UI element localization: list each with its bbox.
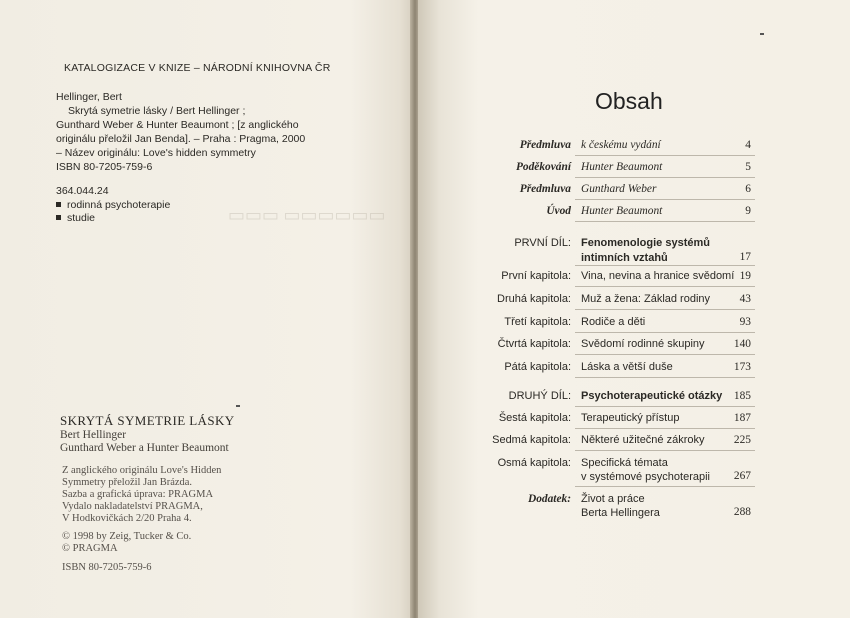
toc-label: Pátá kapitola: [504, 361, 571, 373]
imprint-title: SKRYTÁ SYMETRIE LÁSKY [60, 413, 235, 428]
imprint-translation: Symmetry přeložil Jan Brázda. [62, 477, 193, 488]
toc-page: 5 [745, 161, 751, 173]
imprint-publisher: V Hodkovičkách 2/20 Praha 4. [62, 513, 192, 524]
catalog-line: Skrytá symetrie lásky / Bert Hellinger ; [68, 105, 246, 117]
toc-divider [575, 354, 755, 355]
toc-divider [575, 377, 755, 378]
toc-label: Osmá kapitola: [497, 457, 571, 469]
toc-divider [575, 199, 755, 200]
toc-label: Předmluva [519, 183, 571, 195]
catalog-heading: KATALOGIZACE V KNIZE – NÁRODNÍ KNIHOVNA ČR [64, 62, 331, 74]
imprint-authors: Bert Hellinger [60, 429, 127, 441]
show-through: ▭▭▭ ▭▭▭▭▭▭ [228, 205, 386, 225]
toc-title: Některé užitečné zákroky [581, 434, 705, 446]
catalog-line: – Název originálu: Love's hidden symmetry [56, 147, 256, 159]
toc-label: Dodatek: [527, 493, 571, 505]
toc-title: Rodiče a děti [581, 316, 646, 328]
toc-label: Třetí kapitola: [504, 316, 571, 328]
toc-title: Terapeutický přístup [581, 412, 680, 424]
toc-divider [575, 332, 755, 333]
print-mark [236, 405, 240, 407]
toc-divider [575, 221, 755, 222]
toc-title: Specifická témata [581, 457, 668, 469]
imprint-isbn: ISBN 80-7205-759-6 [62, 562, 152, 573]
page-title: Obsah [595, 88, 663, 114]
toc-page: 6 [745, 183, 751, 195]
toc-page: 185 [733, 390, 751, 402]
toc-title: Hunter Beaumont [581, 205, 663, 217]
toc-title: Gunthard Weber [581, 183, 657, 195]
toc-page: 187 [733, 412, 751, 424]
toc-label: Úvod [546, 205, 571, 217]
toc-title: Svědomí rodinné skupiny [581, 338, 705, 350]
classification: 364.044.24 [56, 185, 109, 197]
toc-label: Poděkování [515, 161, 571, 173]
toc-title: Hunter Beaumont [581, 161, 663, 173]
toc-page: 17 [739, 251, 751, 263]
toc-label: Čtvrtá kapitola: [497, 338, 571, 350]
toc-page: 19 [739, 270, 751, 282]
toc-title: Vina, nevina a hranice svědomí [581, 270, 735, 282]
toc-divider [575, 265, 755, 266]
catalog-line: ISBN 80-7205-759-6 [56, 161, 153, 173]
toc-part-label: PRVNÍ DÍL: [514, 237, 571, 249]
toc-page: 43 [739, 293, 751, 305]
toc-label: První kapitola: [501, 270, 571, 282]
toc-label: Druhá kapitola: [497, 293, 571, 305]
toc-title: Láska a větší duše [581, 361, 673, 373]
toc-label: Šestá kapitola: [498, 412, 571, 424]
print-mark [760, 33, 764, 35]
subject-item: rodinná psychoterapie [56, 200, 170, 211]
toc-divider [575, 450, 755, 451]
catalog-line: Gunthard Weber & Hunter Beaumont ; [z anglického [56, 119, 299, 131]
imprint-copyright: © 1998 by Zeig, Tucker & Co. [62, 531, 192, 542]
toc-title: v systémové psychoterapii [581, 471, 710, 483]
toc-label: Sedmá kapitola: [492, 434, 571, 446]
toc-divider [575, 155, 755, 156]
toc-divider [575, 406, 755, 407]
toc-part-title: intimních vztahů [581, 252, 668, 264]
toc-part-title: Fenomenologie systémů [581, 237, 710, 249]
toc-page: 9 [745, 205, 751, 217]
toc-page: 225 [733, 434, 751, 446]
toc-title: Muž a žena: Základ rodiny [581, 293, 711, 305]
imprint-copyright: © PRAGMA [62, 543, 118, 554]
toc-page: 140 [733, 338, 751, 350]
toc-title: Berta Hellingera [581, 507, 660, 519]
toc-page: 267 [733, 470, 751, 482]
toc-divider [575, 428, 755, 429]
toc-title: Život a práce [581, 493, 645, 505]
toc-page: 288 [733, 506, 751, 518]
toc-divider [575, 309, 755, 310]
imprint-publisher: Vydalo nakladatelství PRAGMA, [62, 501, 203, 512]
left-page [0, 0, 412, 618]
toc-divider [575, 286, 755, 287]
toc-page: 93 [739, 316, 751, 328]
toc-part-title: Psychoterapeutické otázky [581, 390, 723, 402]
imprint-authors: Gunthard Weber a Hunter Beaumont [60, 442, 229, 454]
catalog-line: Hellinger, Bert [56, 91, 122, 103]
toc-label: Předmluva [519, 139, 571, 151]
toc-page: 4 [745, 139, 751, 151]
toc-divider [575, 486, 755, 487]
subject-item: studie [56, 213, 95, 224]
toc-page: 173 [733, 361, 751, 373]
toc-title: k českému vydání [581, 139, 661, 151]
catalog-line: originálu přeložil Jan Benda]. – Praha : Pragma, 2000 [56, 133, 306, 145]
toc-part-label: DRUHÝ DÍL: [508, 390, 571, 402]
imprint-translation: Z anglického originálu Love's Hidden [62, 465, 222, 476]
imprint-typesetting: Sazba a grafická úprava: PRAGMA [62, 489, 214, 500]
toc-divider [575, 177, 755, 178]
